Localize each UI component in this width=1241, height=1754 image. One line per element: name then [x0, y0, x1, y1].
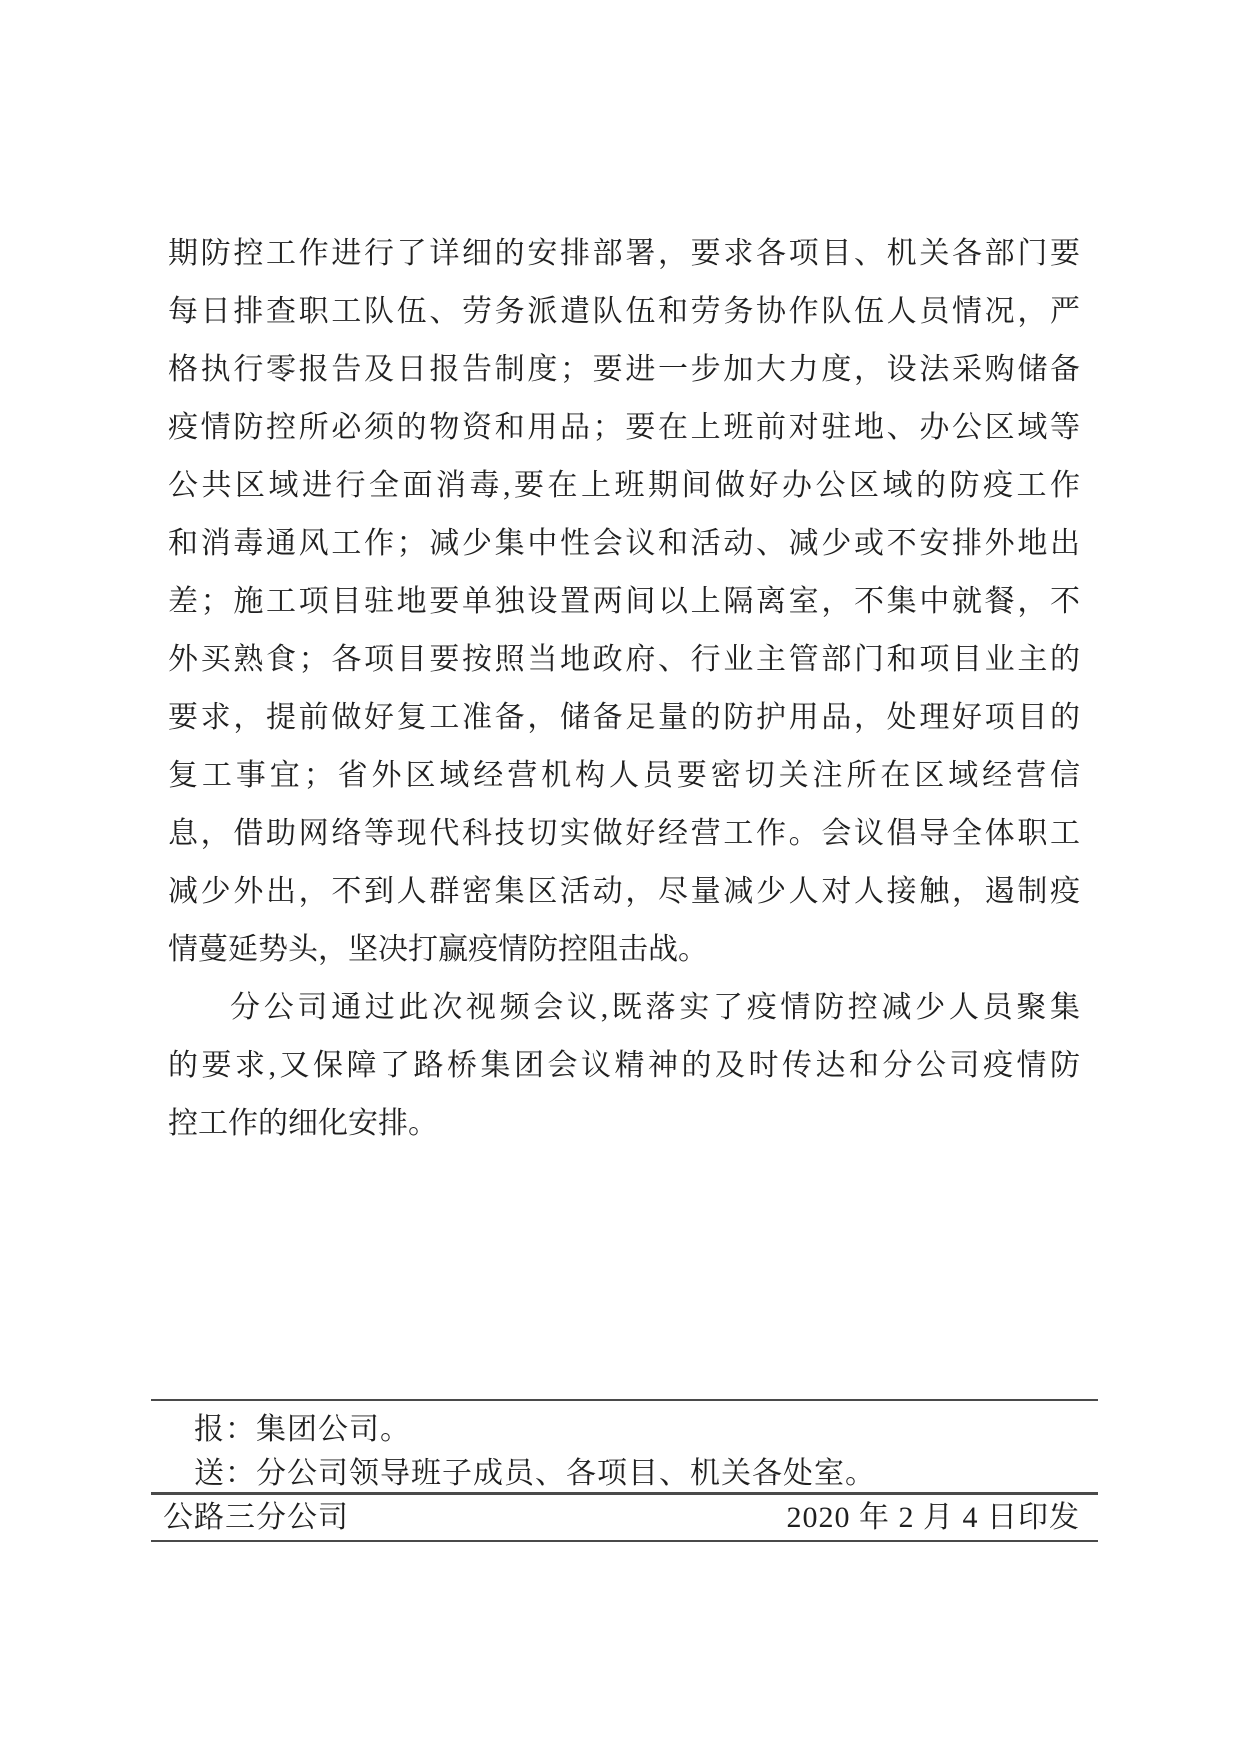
body-line: 减少外出，不到人群密集区活动，尽量减少人对人接触，遏制疫 — [168, 875, 1080, 908]
issuing-office: 公路三分公司 — [163, 1501, 349, 1534]
body-line: 期防控工作进行了详细的安排部署，要求各项目、机关各部门要 — [168, 237, 1080, 270]
body-line: 差；施工项目驻地要单独设置两间以上隔离室，不集中就餐，不 — [168, 585, 1080, 618]
body-line: 要求，提前做好复工准备，储备足量的防护用品，处理好项目的 — [168, 701, 1080, 734]
footer-divider-top — [151, 1399, 1098, 1401]
body-line: 每日排查职工队伍、劳务派遣队伍和劳务协作队伍人员情况，严 — [168, 295, 1080, 328]
footer-divider-bottom — [151, 1540, 1098, 1542]
body-line: 的要求,又保障了路桥集团会议精神的及时传达和分公司疫情防 — [168, 1049, 1080, 1082]
body-line: 公共区域进行全面消毒,要在上班期间做好办公区域的防疫工作 — [168, 469, 1080, 502]
body-line: 疫情防控所必须的物资和用品；要在上班前对驻地、办公区域等 — [168, 411, 1080, 444]
send-to-line: 送：分公司领导班子成员、各项目、机关各处室。 — [194, 1457, 876, 1490]
body-line-paragraph-end: 控工作的细化安排。 — [168, 1107, 438, 1140]
body-line: 息，借助网络等现代科技切实做好经营工作。会议倡导全体职工 — [168, 817, 1080, 850]
issue-row — [163, 1495, 1080, 1540]
body-line: 格执行零报告及日报告制度；要进一步加大力度，设法采购储备 — [168, 353, 1080, 386]
document-body — [168, 225, 1080, 1153]
report-to-line: 报：集团公司。 — [194, 1413, 411, 1446]
body-line-paragraph-end: 情蔓延势头，坚决打赢疫情防控阻击战。 — [168, 933, 708, 966]
body-line: 和消毒通风工作；减少集中性会议和活动、减少或不安排外地出 — [168, 527, 1080, 560]
body-line-paragraph-start: 分公司通过此次视频会议,既落实了疫情防控减少人员聚集 — [230, 991, 1080, 1024]
circulation-block — [194, 1408, 876, 1496]
print-date: 2020 年 2 月 4 日印发 — [786, 1501, 1080, 1534]
body-line: 复工事宜；省外区域经营机构人员要密切关注所在区域经营信 — [168, 759, 1080, 792]
body-line: 外买熟食；各项目要按照当地政府、行业主管部门和项目业主的 — [168, 643, 1080, 676]
